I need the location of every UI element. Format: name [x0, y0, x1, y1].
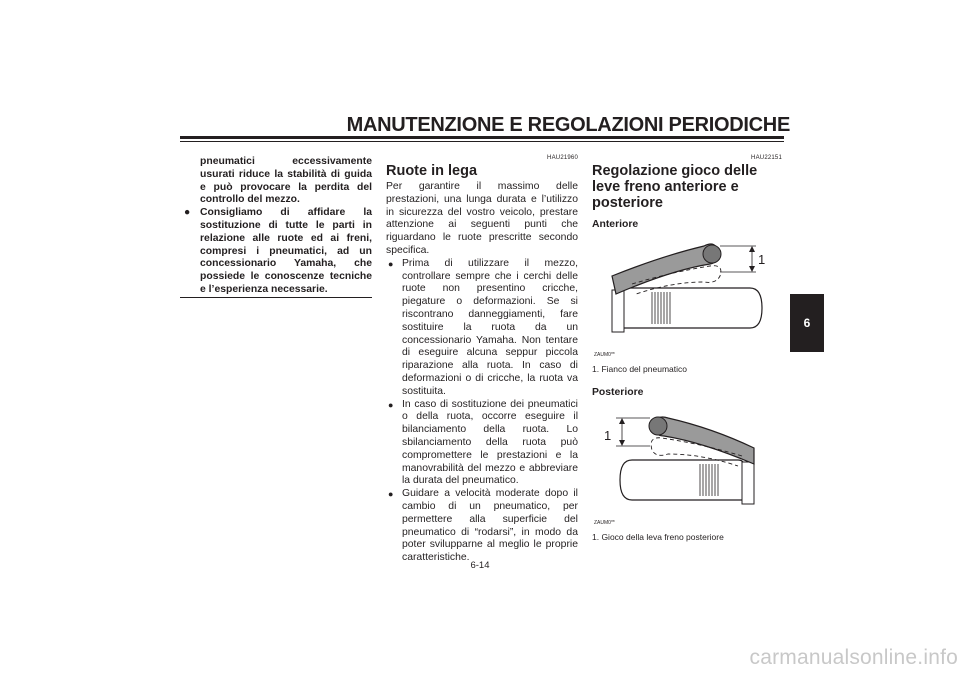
- brake-lever-section: [592, 154, 782, 543]
- section-intro: Per garantire il massimo delle prestazioni, una lunga durata e l’utilizzo in sicurezza del vostro veicolo, prestare attenzione ai seguenti punti che riguardano le ruote prescritte secondo specifica.: [386, 181, 578, 256]
- warning-column: [184, 156, 372, 297]
- rear-caption: 1. Gioco della leva freno posteriore: [592, 531, 724, 542]
- list-item-text: In caso di sostituzione dei pneumatici o della ruota, occorre eseguire il bilanciamento della ruota. Lo sbilanciamento della ruota può compromettere le prestazioni e la manovrabilità del mezzo e abbreviare la durata del pneumatico.: [402, 398, 578, 487]
- warning-bullet-text: Consigliamo di affidare la sostituzione di tutte le parti in relazione alle ruote ed ai freni, compresi i pneumatici, ad un concessionario Yamaha, che possiede le conoscenze tecniche e l’esperienza necessarie.: [200, 207, 372, 295]
- warning-bullet: [184, 207, 372, 297]
- list-item-text: Guidare a velocità moderate dopo il cambio di un pneumatico, per permettere alla superficie del pneumatico di “rodarsi”, in modo da poter svilupparne al meglio le proprie caratteristiche.: [402, 488, 578, 564]
- bullet-icon: ●: [388, 489, 394, 500]
- page-header-title: MANUTENZIONE E REGOLAZIONI PERIODICHE: [346, 114, 790, 136]
- rear-callout-number: 1: [604, 427, 612, 443]
- header-rule-thin: [180, 141, 784, 142]
- list-item: [386, 399, 578, 489]
- bullet-mark: ●: [184, 207, 191, 219]
- bullet-icon: ●: [388, 399, 394, 410]
- alloy-wheels-section: [386, 154, 578, 565]
- section-title: Ruote in lega: [386, 163, 478, 179]
- rear-subheading: Posteriore: [592, 386, 644, 398]
- section-title: Regolazione gioco delle leve freno anteriore e posteriore: [592, 163, 758, 211]
- page-number: 6-14: [470, 560, 490, 571]
- chapter-tab: 6: [790, 294, 824, 352]
- bullet-icon: ●: [388, 258, 394, 269]
- front-brake-lever-illustration: [592, 232, 778, 364]
- list-item-text: Prima di utilizzare il mezzo, controllare sempre che i cerchi delle ruote non presentino cricche, piegature o deformazioni. Se si riscontrano danneggiamenti, fare sostituire la ruota da un concessionario Yamaha. Non tentare di eseguire alcuna seppur piccola riparazione alla ruota. In caso di deformazioni o di cricche, la ruota va sostituita.: [402, 257, 578, 397]
- rear-figure-code: ZAUM0**: [594, 519, 615, 526]
- section-code: HAU22151: [751, 155, 782, 161]
- warning-continuation: pneumatici eccessivamente usurati riduce la stabilità di guida e può provocare la perdita del controllo del mezzo.: [200, 156, 372, 206]
- list-item: [386, 258, 578, 399]
- front-subheading: Anteriore: [592, 219, 639, 230]
- watermark: carmanualsonline.info: [749, 646, 958, 669]
- warning-end-rule: [180, 297, 372, 298]
- rear-brake-lever-illustration: [592, 400, 778, 532]
- section-code: HAU21960: [547, 155, 578, 161]
- front-figure-code: ZAUM0**: [594, 351, 615, 358]
- front-caption: 1. Fianco del pneumatico: [592, 363, 687, 374]
- list-item: [386, 488, 578, 565]
- section-bullets: [386, 258, 578, 565]
- front-callout-number: 1: [758, 251, 766, 267]
- header-rule-thick: [180, 136, 784, 139]
